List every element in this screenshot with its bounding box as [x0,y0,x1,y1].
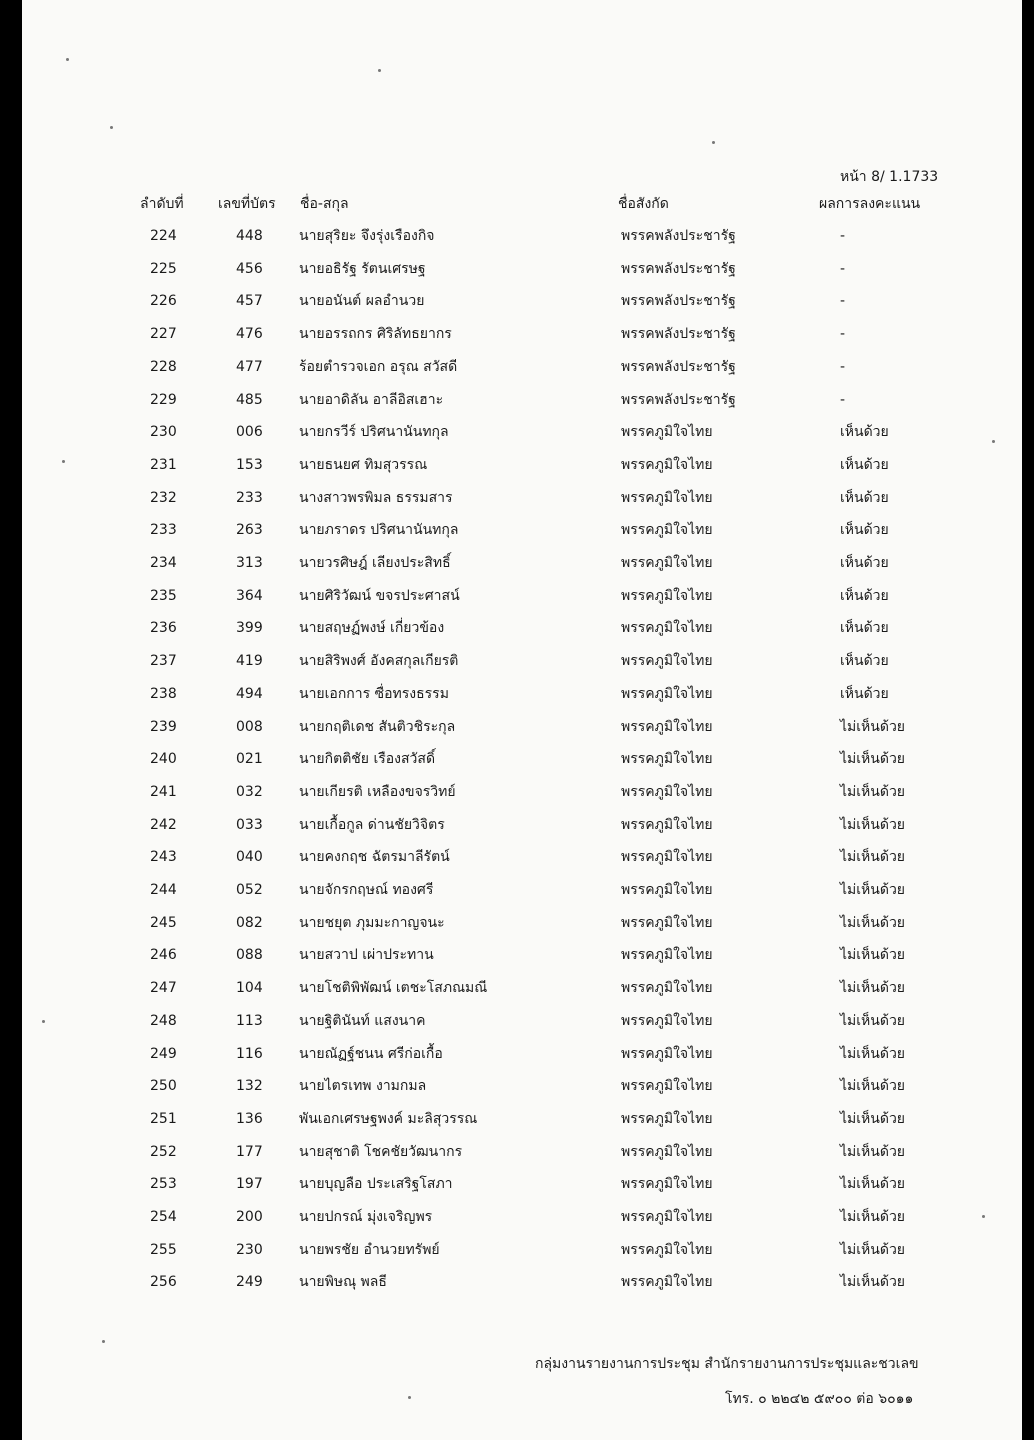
row-vote-result: ไม่เห็นด้วย [840,1111,906,1127]
table-row [22,649,1022,673]
row-card-number: 263 [236,522,263,538]
row-vote-result: เห็นด้วย [840,620,889,636]
scan-speck [378,69,381,72]
row-vote-result: ไม่เห็นด้วย [840,1046,906,1062]
row-card-number: 476 [236,326,263,342]
row-party: พรรคพลังประชารัฐ [621,359,736,375]
row-party: พรรคภูมิใจไทย [621,980,713,996]
row-card-number: 153 [236,457,263,473]
row-vote-result: ไม่เห็นด้วย [840,849,906,865]
header-name: ชื่อ-สกุล [300,196,349,212]
row-card-number: 006 [236,424,263,440]
table-row [22,911,1022,935]
row-card-number: 494 [236,686,263,702]
row-name: นายเกียรติ เหลืองขจรวิทย์ [299,784,456,800]
row-order: 225 [150,261,177,277]
row-vote-result: เห็นด้วย [840,424,889,440]
row-vote-result: ไม่เห็นด้วย [840,1144,906,1160]
scan-speck [110,126,113,129]
row-card-number: 104 [236,980,263,996]
row-name: นายพิษณุ พลธี [299,1274,387,1290]
footer-phone: โทร. ๐ ๒๒๔๒ ๕๙๐๐ ต่อ ๖๐๑๑ [725,1391,914,1407]
row-order: 251 [150,1111,177,1127]
row-card-number: 419 [236,653,263,669]
row-name: นายอนันต์ ผลอำนวย [299,293,425,309]
row-name: นายณัฏฐ์ชนน ศรีก่อเกื้อ [299,1046,443,1062]
row-card-number: 033 [236,817,263,833]
row-order: 252 [150,1144,177,1160]
row-name: นายอาดิลัน อาลีอิสเฮาะ [299,392,444,408]
row-card-number: 082 [236,915,263,931]
row-order: 234 [150,555,177,571]
scan-speck [982,1215,985,1218]
row-order: 247 [150,980,177,996]
row-name: นายศิริวัฒน์ ขจรประศาสน์ [299,588,460,604]
row-order: 248 [150,1013,177,1029]
table-row [22,486,1022,510]
row-card-number: 113 [236,1013,263,1029]
table-row [22,747,1022,771]
row-vote-result: เห็นด้วย [840,490,889,506]
table-row [22,1107,1022,1131]
row-order: 231 [150,457,177,473]
row-name: นายสวาป เผ่าประทาน [299,947,434,963]
table-row [22,780,1022,804]
row-order: 227 [150,326,177,342]
header-card-number: เลขที่บัตร [218,196,276,212]
row-name: นายวรศิษฎ์ เลียงประสิทธิ์ [299,555,451,571]
row-vote-result: - [840,326,846,342]
table-header [22,192,1022,216]
table-row [22,1205,1022,1229]
row-party: พรรคภูมิใจไทย [621,424,713,440]
row-order: 249 [150,1046,177,1062]
row-vote-result: - [840,261,846,277]
table-row [22,1238,1022,1262]
row-party: พรรคภูมิใจไทย [621,719,713,735]
row-vote-result: - [840,392,846,408]
row-party: พรรคภูมิใจไทย [621,1078,713,1094]
scan-speck [102,1340,105,1343]
row-vote-result: - [840,228,846,244]
header-party: ชื่อสังกัด [618,196,669,212]
row-name: นายอธิรัฐ รัตนเศรษฐ [299,261,426,277]
row-name: พันเอกเศรษฐพงค์ มะลิสุวรรณ [299,1111,478,1127]
row-order: 224 [150,228,177,244]
row-party: พรรคภูมิใจไทย [621,620,713,636]
row-party: พรรคภูมิใจไทย [621,1274,713,1290]
row-order: 235 [150,588,177,604]
row-party: พรรคภูมิใจไทย [621,457,713,473]
row-order: 250 [150,1078,177,1094]
row-card-number: 200 [236,1209,263,1225]
row-order: 241 [150,784,177,800]
row-vote-result: เห็นด้วย [840,588,889,604]
row-order: 238 [150,686,177,702]
row-vote-result: ไม่เห็นด้วย [840,751,906,767]
row-card-number: 008 [236,719,263,735]
row-card-number: 364 [236,588,263,604]
scan-speck [62,460,65,463]
row-order: 232 [150,490,177,506]
row-card-number: 021 [236,751,263,767]
row-vote-result: ไม่เห็นด้วย [840,1209,906,1225]
row-party: พรรคภูมิใจไทย [621,555,713,571]
row-card-number: 313 [236,555,263,571]
row-order: 246 [150,947,177,963]
row-order: 253 [150,1176,177,1192]
row-name: นายพรชัย อำนวยทรัพย์ [299,1242,440,1258]
row-party: พรรคภูมิใจไทย [621,1242,713,1258]
row-order: 228 [150,359,177,375]
row-vote-result: ไม่เห็นด้วย [840,1078,906,1094]
row-name: นายอรรถกร ศิริลัทธยากร [299,326,452,342]
row-order: 233 [150,522,177,538]
table-row [22,584,1022,608]
table-row [22,813,1022,837]
row-vote-result: เห็นด้วย [840,653,889,669]
row-party: พรรคภูมิใจไทย [621,915,713,931]
row-party: พรรคภูมิใจไทย [621,882,713,898]
row-card-number: 116 [236,1046,263,1062]
table-row [22,453,1022,477]
row-party: พรรคภูมิใจไทย [621,751,713,767]
footer-office: กลุ่มงานรายงานการประชุม สำนักรายงานการประชุมและชวเลข [535,1356,919,1372]
row-party: พรรคพลังประชารัฐ [621,228,736,244]
row-party: พรรคพลังประชารัฐ [621,261,736,277]
table-row [22,878,1022,902]
scan-speck [42,1020,45,1023]
row-order: 254 [150,1209,177,1225]
row-vote-result: ไม่เห็นด้วย [840,980,906,996]
row-party: พรรคภูมิใจไทย [621,522,713,538]
table-row [22,224,1022,248]
row-card-number: 197 [236,1176,263,1192]
row-name: นายจักรกฤษณ์ ทองศรี [299,882,434,898]
table-row [22,1042,1022,1066]
row-party: พรรคภูมิใจไทย [621,817,713,833]
table-row [22,551,1022,575]
row-order: 242 [150,817,177,833]
header-vote-result: ผลการลงคะแนน [819,196,921,212]
table-row [22,682,1022,706]
row-vote-result: - [840,359,846,375]
row-name: นายกฤติเดช สันติวชิระกุล [299,719,456,735]
row-vote-result: ไม่เห็นด้วย [840,1274,906,1290]
row-order: 239 [150,719,177,735]
table-row [22,289,1022,313]
row-vote-result: ไม่เห็นด้วย [840,817,906,833]
row-party: พรรคภูมิใจไทย [621,1176,713,1192]
table-row [22,1074,1022,1098]
row-order: 236 [150,620,177,636]
row-party: พรรคพลังประชารัฐ [621,293,736,309]
row-vote-result: ไม่เห็นด้วย [840,1242,906,1258]
row-name: นายคงกฤช ฉัตรมาลีรัตน์ [299,849,450,865]
row-order: 244 [150,882,177,898]
row-party: พรรคภูมิใจไทย [621,1111,713,1127]
table-row [22,388,1022,412]
row-party: พรรคภูมิใจไทย [621,653,713,669]
row-name: นายเอกการ ซื่อทรงธรรม [299,686,449,702]
scan-speck [408,1396,411,1399]
row-party: พรรคพลังประชารัฐ [621,326,736,342]
table-row [22,1009,1022,1033]
table-row [22,322,1022,346]
row-order: 229 [150,392,177,408]
row-party: พรรคภูมิใจไทย [621,490,713,506]
row-vote-result: ไม่เห็นด้วย [840,947,906,963]
table-row [22,715,1022,739]
row-party: พรรคภูมิใจไทย [621,1209,713,1225]
row-vote-result: ไม่เห็นด้วย [840,719,906,735]
row-order: 256 [150,1274,177,1290]
table-row [22,616,1022,640]
table-row [22,943,1022,967]
scan-speck [712,141,715,144]
row-order: 237 [150,653,177,669]
row-name: นายสุริยะ จึงรุ่งเรืองกิจ [299,228,435,244]
table-row [22,1172,1022,1196]
row-vote-result: เห็นด้วย [840,555,889,571]
row-order: 240 [150,751,177,767]
header-order: ลำดับที่ [140,196,184,212]
row-vote-result: เห็นด้วย [840,522,889,538]
row-vote-result: ไม่เห็นด้วย [840,1176,906,1192]
table-row [22,1270,1022,1294]
row-card-number: 477 [236,359,263,375]
row-name: นายเกื้อกูล ด่านชัยวิจิตร [299,817,445,833]
row-card-number: 088 [236,947,263,963]
row-name: นายภราดร ปริศนานันทกุล [299,522,459,538]
row-vote-result: ไม่เห็นด้วย [840,882,906,898]
table-row [22,1140,1022,1164]
row-order: 226 [150,293,177,309]
row-card-number: 052 [236,882,263,898]
row-vote-result: ไม่เห็นด้วย [840,915,906,931]
row-vote-result: เห็นด้วย [840,457,889,473]
row-card-number: 230 [236,1242,263,1258]
row-card-number: 136 [236,1111,263,1127]
row-card-number: 399 [236,620,263,636]
row-name: นายสิริพงศ์ อังคสกุลเกียรติ [299,653,459,669]
row-card-number: 457 [236,293,263,309]
row-card-number: 485 [236,392,263,408]
row-card-number: 177 [236,1144,263,1160]
scan-speck [992,440,995,443]
table-row [22,257,1022,281]
table-row [22,518,1022,542]
row-card-number: 132 [236,1078,263,1094]
row-name: นายชยุต ภุมมะกาญจนะ [299,915,445,931]
row-name: นายโชติพิพัฒน์ เตชะโสภณมณี [299,980,488,996]
document-page [22,0,1022,1440]
table-row [22,845,1022,869]
row-vote-result: เห็นด้วย [840,686,889,702]
row-name: นายบุญลือ ประเสริฐโสภา [299,1176,453,1192]
row-card-number: 032 [236,784,263,800]
scan-speck [66,58,69,61]
row-name: นายสฤษฏ์พงษ์ เกี่ยวข้อง [299,620,445,636]
row-card-number: 249 [236,1274,263,1290]
row-party: พรรคภูมิใจไทย [621,1046,713,1062]
table-row [22,976,1022,1000]
row-party: พรรคภูมิใจไทย [621,686,713,702]
row-order: 255 [150,1242,177,1258]
row-name: นายปกรณ์ มุ่งเจริญพร [299,1209,433,1225]
row-order: 245 [150,915,177,931]
row-card-number: 040 [236,849,263,865]
row-name: นายกรวีร์ ปริศนานันทกุล [299,424,449,440]
row-name: นายไตรเทพ งามกมล [299,1078,427,1094]
page-number: หน้า 8/ 1.1733 [840,169,939,185]
row-party: พรรคภูมิใจไทย [621,1013,713,1029]
row-vote-result: ไม่เห็นด้วย [840,1013,906,1029]
row-name: ร้อยตำรวจเอก อรุณ สวัสดี [299,359,458,375]
table-row [22,420,1022,444]
row-card-number: 448 [236,228,263,244]
row-party: พรรคพลังประชารัฐ [621,392,736,408]
row-name: นางสาวพรพิมล ธรรมสาร [299,490,453,506]
row-name: นายสุชาติ โชคชัยวัฒนากร [299,1144,463,1160]
table-row [22,355,1022,379]
row-party: พรรคภูมิใจไทย [621,784,713,800]
row-name: นายฐิตินันท์ แสงนาค [299,1013,426,1029]
row-card-number: 456 [236,261,263,277]
row-vote-result: - [840,293,846,309]
row-name: นายธนยศ ทิมสุวรรณ [299,457,428,473]
row-party: พรรคภูมิใจไทย [621,588,713,604]
row-party: พรรคภูมิใจไทย [621,849,713,865]
row-card-number: 233 [236,490,263,506]
row-order: 243 [150,849,177,865]
row-order: 230 [150,424,177,440]
row-party: พรรคภูมิใจไทย [621,947,713,963]
row-name: นายกิตติชัย เรืองสวัสดิ์ [299,751,436,767]
row-vote-result: ไม่เห็นด้วย [840,784,906,800]
row-party: พรรคภูมิใจไทย [621,1144,713,1160]
